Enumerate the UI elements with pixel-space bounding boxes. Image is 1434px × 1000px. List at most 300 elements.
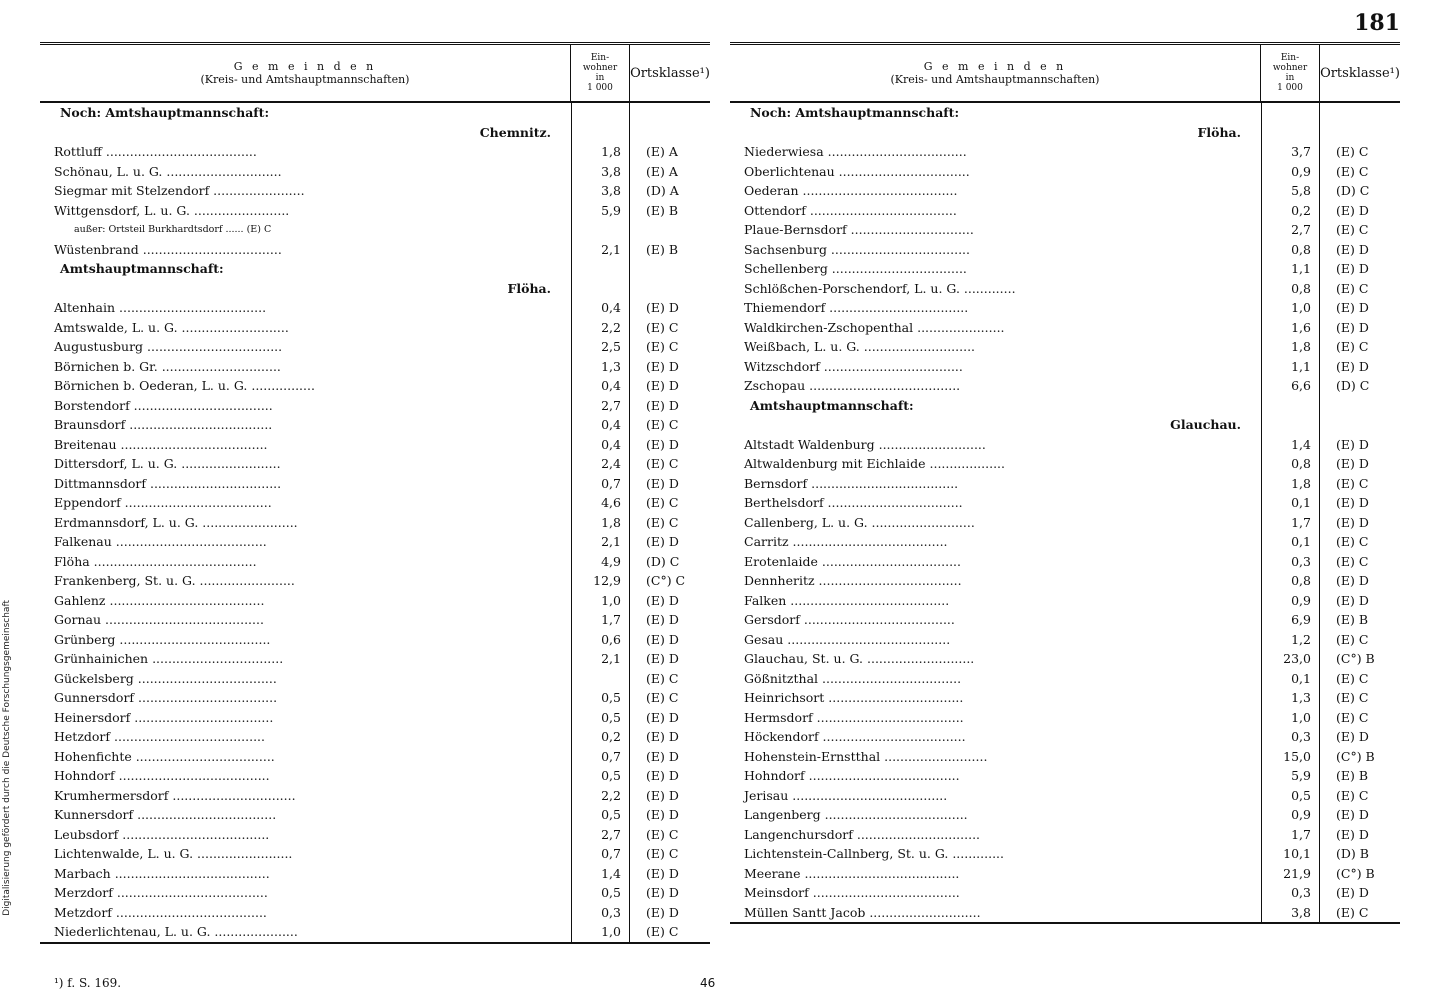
ortsklasse-value: (E) B xyxy=(646,241,679,257)
municipality-name: Kunnersdorf ................................... xyxy=(40,805,572,825)
municipality-name: Amtswalde, L. u. G. ........................... xyxy=(40,318,572,338)
ortsklasse-value: (E) D xyxy=(646,631,679,647)
municipality-name: Sachsenburg ................................... xyxy=(730,240,1262,260)
municipality-name: Breitenau ..................................... xyxy=(40,435,572,455)
ortsklasse-value: (E) D xyxy=(646,748,679,764)
header-ortsklasse: Ortsklasse¹) xyxy=(630,65,710,81)
table-bottom-rule xyxy=(730,922,1400,924)
population-value: 23,0 xyxy=(1262,649,1320,669)
ortsklasse-value: (E) D xyxy=(1336,729,1369,745)
municipality-name: Metzdorf ...................................... xyxy=(40,903,572,923)
table-row xyxy=(730,474,1400,494)
header-einwohner-4: 1 000 xyxy=(1277,83,1303,93)
table-row xyxy=(730,903,1400,923)
municipality-name: Börnichen b. Gr. .............................. xyxy=(40,357,572,377)
ortsklasse-value: (E) C xyxy=(646,826,679,842)
municipality-name: Meinsdorf ..................................... xyxy=(730,883,1262,903)
municipality-name: Börnichen b. Oederan, L. u. G. ................ xyxy=(40,376,572,396)
ortsklasse-value: (E) C xyxy=(646,846,679,862)
population-value: 0,8 xyxy=(1262,240,1320,260)
ortsklasse-value: (E) A xyxy=(646,144,678,160)
population-value: 0,7 xyxy=(572,474,630,494)
population-value: 0,5 xyxy=(572,883,630,903)
population-value: 0,8 xyxy=(1262,454,1320,474)
ortsklasse-value: (E) D xyxy=(646,436,679,452)
header-gemeinden xyxy=(40,45,571,101)
sheet-number: 46 xyxy=(700,976,716,990)
table-row xyxy=(40,825,710,845)
municipality-name: Wittgensdorf, L. u. G. ........................ xyxy=(40,201,572,221)
municipality-name: Callenberg, L. u. G. .......................... xyxy=(730,513,1262,533)
section-heading xyxy=(730,415,1400,435)
table-row xyxy=(40,844,710,864)
table-row xyxy=(730,337,1400,357)
population-value: 0,9 xyxy=(1262,162,1320,182)
page xyxy=(40,10,1400,990)
ortsklasse-value: (E) D xyxy=(646,768,679,784)
population-value: 0,4 xyxy=(572,415,630,435)
section-heading xyxy=(730,396,1400,416)
municipality-name: Gornau ........................................ xyxy=(40,610,572,630)
population-value: 0,8 xyxy=(1262,571,1320,591)
municipality-name: Hohenfichte ................................... xyxy=(40,747,572,767)
ortsklasse-value: (E) C xyxy=(1336,690,1369,706)
population-value: 1,8 xyxy=(1262,474,1320,494)
population-value: 0,4 xyxy=(572,435,630,455)
municipality-name: Hermsdorf ..................................... xyxy=(730,708,1262,728)
population-value: 0,5 xyxy=(572,688,630,708)
municipality-name: Frankenberg, St. u. G. ........................ xyxy=(40,571,572,591)
population-value: 1,0 xyxy=(572,591,630,611)
ortsklasse-value: (E) D xyxy=(646,378,679,394)
table-row xyxy=(40,805,710,825)
table-header xyxy=(730,45,1400,103)
municipality-name: Carritz ....................................... xyxy=(730,532,1262,552)
table-row xyxy=(730,610,1400,630)
header-einwohner-2: wohner xyxy=(1272,63,1308,73)
header-einwohner-3: in xyxy=(595,73,605,83)
municipality-name: Grünberg ...................................... xyxy=(40,630,572,650)
population-value: 0,6 xyxy=(572,630,630,650)
population-value: 1,3 xyxy=(1262,688,1320,708)
population-value: 0,1 xyxy=(1262,532,1320,552)
municipality-name: Siegmar mit Stelzendorf ....................... xyxy=(40,181,572,201)
ortsklasse-value: (E) D xyxy=(1336,319,1369,335)
municipality-name: Grünhainichen ................................. xyxy=(40,649,572,669)
municipality-name: Dennheritz .................................... xyxy=(730,571,1262,591)
ortsklasse-value: (D) C xyxy=(646,553,680,569)
municipality-name: Krumhermersdorf ............................... xyxy=(40,786,572,806)
municipality-name: Zschopau ...................................... xyxy=(730,376,1262,396)
municipality-name: Rottluff ...................................... xyxy=(40,142,572,162)
ortsklasse-value: (E) B xyxy=(1336,768,1369,784)
ortsklasse-value: (E) C xyxy=(646,670,679,686)
section-heading xyxy=(730,123,1400,143)
municipality-name: Langenberg .................................... xyxy=(730,805,1262,825)
municipality-name: Heinersdorf ................................... xyxy=(40,708,572,728)
table-row xyxy=(40,337,710,357)
municipality-name: Amtshauptmannschaft: xyxy=(730,396,1262,416)
population-value: 2,7 xyxy=(1262,220,1320,240)
section-heading xyxy=(730,103,1400,123)
municipality-name: Berthelsdorf .................................. xyxy=(730,493,1262,513)
table-row xyxy=(730,747,1400,767)
municipality-name: Müllen Santt Jacob ............................ xyxy=(730,903,1262,923)
table-half xyxy=(40,42,710,975)
page-number: 181 xyxy=(1354,10,1400,36)
table-row xyxy=(40,708,710,728)
ortsklasse-value: (E) C xyxy=(1336,144,1369,160)
ortsklasse-value: (E) D xyxy=(646,865,679,881)
table-row xyxy=(40,376,710,396)
ortsklasse-value: (E) D xyxy=(646,651,679,667)
municipality-name: Gückelsberg ................................... xyxy=(40,669,572,689)
municipality-name: Plaue-Bernsdorf ............................... xyxy=(730,220,1262,240)
ortsklasse-value: (E) D xyxy=(646,300,679,316)
population-value: 2,1 xyxy=(572,649,630,669)
table-row xyxy=(730,552,1400,572)
table-row xyxy=(730,844,1400,864)
table-row xyxy=(730,162,1400,182)
table-row xyxy=(730,318,1400,338)
table-row xyxy=(730,201,1400,221)
municipality-name: Braunsdorf .................................... xyxy=(40,415,572,435)
population-value xyxy=(572,669,630,689)
table-row xyxy=(40,318,710,338)
table-row xyxy=(40,864,710,884)
table-row xyxy=(730,357,1400,377)
ortsklasse-value: (E) C xyxy=(1336,553,1369,569)
population-value: 1,7 xyxy=(1262,825,1320,845)
population-value: 2,4 xyxy=(572,454,630,474)
municipality-name: Höckendorf .................................... xyxy=(730,727,1262,747)
ortsklasse-value: (C°) C xyxy=(646,573,686,589)
population-value: 4,6 xyxy=(572,493,630,513)
footnote: ¹) f. S. 169. xyxy=(54,976,122,990)
municipality-name: Eppendorf ..................................... xyxy=(40,493,572,513)
population-value: 1,0 xyxy=(572,922,630,942)
table-row xyxy=(730,649,1400,669)
population-value: 0,3 xyxy=(1262,727,1320,747)
header-ortsklasse: Ortsklasse¹) xyxy=(1320,65,1400,81)
municipality-name: Falken ........................................ xyxy=(730,591,1262,611)
ortsklasse-value: (E) C xyxy=(1336,904,1369,920)
municipality-name: Altstadt Waldenburg ........................... xyxy=(730,435,1262,455)
population-value: 0,2 xyxy=(572,727,630,747)
table-row xyxy=(40,162,710,182)
header-einwohner-1: Ein- xyxy=(590,53,610,63)
sub-note xyxy=(40,220,710,240)
ortsklasse-value: (E) D xyxy=(1336,826,1369,842)
table-row xyxy=(730,630,1400,650)
table-row xyxy=(730,181,1400,201)
population-value: 21,9 xyxy=(1262,864,1320,884)
table-row xyxy=(730,220,1400,240)
population-value: 0,3 xyxy=(572,903,630,923)
population-value xyxy=(572,279,630,299)
population-value: 5,8 xyxy=(1262,181,1320,201)
table-row xyxy=(40,201,710,221)
municipality-name: Altenhain ..................................... xyxy=(40,298,572,318)
table-row xyxy=(40,571,710,591)
table-row xyxy=(730,883,1400,903)
table-row xyxy=(730,766,1400,786)
ortsklasse-value: (E) D xyxy=(646,885,679,901)
ortsklasse-value: (E) C xyxy=(1336,280,1369,296)
municipality-name: Merzdorf ...................................... xyxy=(40,883,572,903)
ortsklasse-value: (E) D xyxy=(1336,436,1369,452)
population-value: 0,9 xyxy=(1262,591,1320,611)
municipality-name: außer: Ortsteil Burkhardtsdorf ...... (E) C xyxy=(40,220,572,240)
ortsklasse-value: (E) C xyxy=(1336,222,1369,238)
population-value xyxy=(1262,396,1320,416)
population-value: 3,7 xyxy=(1262,142,1320,162)
ortsklasse-value: (E) C xyxy=(1336,534,1369,550)
population-value: 5,9 xyxy=(572,201,630,221)
table-row xyxy=(40,181,710,201)
population-value: 0,4 xyxy=(572,376,630,396)
population-value: 3,8 xyxy=(572,181,630,201)
population-value: 0,9 xyxy=(1262,805,1320,825)
ortsklasse-value: (C°) B xyxy=(1336,748,1375,764)
municipality-name: Hohndorf ...................................... xyxy=(40,766,572,786)
table-row xyxy=(40,669,710,689)
table-row xyxy=(40,513,710,533)
municipality-name: Erotenlaide ................................... xyxy=(730,552,1262,572)
municipality-name: Erdmannsdorf, L. u. G. ........................ xyxy=(40,513,572,533)
table-row xyxy=(40,649,710,669)
municipality-name: Leubsdorf ..................................... xyxy=(40,825,572,845)
table-row xyxy=(40,474,710,494)
population-value xyxy=(572,123,630,143)
table-row xyxy=(730,805,1400,825)
population-value: 0,7 xyxy=(572,747,630,767)
header-einwohner xyxy=(1261,45,1320,101)
ortsklasse-value: (E) C xyxy=(1336,670,1369,686)
header-einwohner-1: Ein- xyxy=(1280,53,1300,63)
table-row xyxy=(730,298,1400,318)
population-value: 0,4 xyxy=(572,298,630,318)
section-heading xyxy=(40,103,710,123)
municipality-name: Flöha ......................................... xyxy=(40,552,572,572)
table-row xyxy=(730,825,1400,845)
table-row xyxy=(730,142,1400,162)
ortsklasse-value: (E) C xyxy=(1336,475,1369,491)
population-value: 6,9 xyxy=(1262,610,1320,630)
municipality-name: Amtshauptmannschaft: xyxy=(40,259,572,279)
table-row xyxy=(730,864,1400,884)
ortsklasse-value: (E) C xyxy=(646,514,679,530)
table-row xyxy=(40,396,710,416)
municipality-name: Gahlenz ....................................... xyxy=(40,591,572,611)
population-value: 1,2 xyxy=(1262,630,1320,650)
population-value: 1,1 xyxy=(1262,357,1320,377)
table-header xyxy=(40,45,710,103)
table-row xyxy=(40,630,710,650)
municipality-name: Meerane ....................................... xyxy=(730,864,1262,884)
ortsklasse-value: (E) D xyxy=(646,787,679,803)
ortsklasse-value: (E) D xyxy=(646,534,679,550)
table-row xyxy=(40,688,710,708)
population-value: 1,7 xyxy=(572,610,630,630)
population-value: 5,9 xyxy=(1262,766,1320,786)
municipality-name: Gößnitzthal ................................... xyxy=(730,669,1262,689)
ortsklasse-value: (D) B xyxy=(1336,846,1369,862)
population-value: 0,5 xyxy=(1262,786,1320,806)
population-value: 0,2 xyxy=(1262,201,1320,221)
population-value: 2,2 xyxy=(572,786,630,806)
municipality-name: Hohenstein-Ernstthal .......................... xyxy=(730,747,1262,767)
table-row xyxy=(40,591,710,611)
ortsklasse-value: (D) A xyxy=(646,183,679,199)
table-row xyxy=(730,571,1400,591)
population-value: 0,7 xyxy=(572,844,630,864)
population-value: 1,0 xyxy=(1262,708,1320,728)
municipality-name: Langenchursdorf ............................... xyxy=(730,825,1262,845)
table-row xyxy=(730,532,1400,552)
ortsklasse-value: (E) D xyxy=(1336,241,1369,257)
ortsklasse-value: (E) D xyxy=(1336,592,1369,608)
table-row xyxy=(40,240,710,260)
municipality-name: Oberlichtenau ................................. xyxy=(730,162,1262,182)
population-value: 1,7 xyxy=(1262,513,1320,533)
ortsklasse-value: (E) C xyxy=(1336,787,1369,803)
population-value: 0,3 xyxy=(1262,883,1320,903)
population-value xyxy=(1262,123,1320,143)
table-row xyxy=(730,513,1400,533)
population-value: 15,0 xyxy=(1262,747,1320,767)
population-value: 2,1 xyxy=(572,532,630,552)
municipality-name: Schellenberg .................................. xyxy=(730,259,1262,279)
municipality-name: Bernsdorf ..................................... xyxy=(730,474,1262,494)
municipality-name: Altwaldenburg mit Eichlaide ................... xyxy=(730,454,1262,474)
table-row xyxy=(730,688,1400,708)
municipality-name: Ottendorf ..................................... xyxy=(730,201,1262,221)
municipality-name: Waldkirchen-Zschopenthal ...................... xyxy=(730,318,1262,338)
ortsklasse-value: (E) D xyxy=(1336,885,1369,901)
ortsklasse-value: (E) D xyxy=(646,397,679,413)
table-row xyxy=(40,766,710,786)
table-row xyxy=(40,415,710,435)
population-value: 2,1 xyxy=(572,240,630,260)
header-einwohner-4: 1 000 xyxy=(587,83,613,93)
table-row xyxy=(40,357,710,377)
population-value: 0,1 xyxy=(1262,669,1320,689)
municipality-name: Dittersdorf, L. u. G. ......................... xyxy=(40,454,572,474)
municipality-name: Thiemendorf ................................... xyxy=(730,298,1262,318)
table-row xyxy=(730,669,1400,689)
ortsklasse-value: (D) C xyxy=(1336,183,1370,199)
table-row xyxy=(730,727,1400,747)
population-value: 2,5 xyxy=(572,337,630,357)
municipality-name: Borstendorf ................................... xyxy=(40,396,572,416)
table-body xyxy=(40,103,710,942)
population-value: 1,8 xyxy=(572,513,630,533)
population-value xyxy=(572,259,630,279)
table-row xyxy=(40,786,710,806)
table-bottom-rule xyxy=(40,942,710,944)
ortsklasse-value: (E) B xyxy=(1336,612,1369,628)
population-value: 1,6 xyxy=(1262,318,1320,338)
ortsklasse-value: (D) C xyxy=(1336,378,1370,394)
population-value: 1,8 xyxy=(572,142,630,162)
table-body xyxy=(730,103,1400,922)
section-heading xyxy=(40,123,710,143)
ortsklasse-value: (E) D xyxy=(1336,358,1369,374)
population-value: 2,2 xyxy=(572,318,630,338)
header-einwohner-3: in xyxy=(1285,73,1295,83)
municipality-name: Gunnersdorf ................................... xyxy=(40,688,572,708)
table-row xyxy=(40,298,710,318)
side-note: Digitalisierung gefördert durch die Deutsche Forschungsgemeinschaft xyxy=(2,600,12,916)
population-value xyxy=(572,103,630,123)
municipality-name: Dittmannsdorf ................................. xyxy=(40,474,572,494)
ortsklasse-value: (E) C xyxy=(646,495,679,511)
municipality-name: Hohndorf ...................................... xyxy=(730,766,1262,786)
municipality-name: Chemnitz. xyxy=(40,123,572,143)
ortsklasse-value: (E) D xyxy=(646,807,679,823)
population-value xyxy=(1262,415,1320,435)
municipality-name: Lichtenstein-Callnberg, St. u. G. ............. xyxy=(730,844,1262,864)
table-row xyxy=(730,454,1400,474)
table-row xyxy=(730,259,1400,279)
ortsklasse-value: (E) D xyxy=(1336,202,1369,218)
municipality-name: Schönau, L. u. G. ............................. xyxy=(40,162,572,182)
header-gemeinden-sub: (Kreis- und Amtshauptmannschaften) xyxy=(200,73,410,86)
header-einwohner-2: wohner xyxy=(582,63,618,73)
population-value: 3,8 xyxy=(1262,903,1320,923)
population-value: 1,0 xyxy=(1262,298,1320,318)
population-value: 12,9 xyxy=(572,571,630,591)
ortsklasse-value: (E) C xyxy=(1336,163,1369,179)
municipality-name: Falkenau ...................................... xyxy=(40,532,572,552)
ortsklasse-value: (E) D xyxy=(646,612,679,628)
municipality-name: Noch: Amtshauptmannschaft: xyxy=(40,103,572,123)
municipality-name: Jerisau ....................................... xyxy=(730,786,1262,806)
municipality-name: Hetzdorf ...................................... xyxy=(40,727,572,747)
municipality-name: Wüstenbrand ................................... xyxy=(40,240,572,260)
ortsklasse-value: (E) C xyxy=(646,339,679,355)
population-value: 2,7 xyxy=(572,396,630,416)
population-value xyxy=(572,220,630,240)
table-row xyxy=(730,591,1400,611)
population-value xyxy=(1262,103,1320,123)
population-value: 10,1 xyxy=(1262,844,1320,864)
population-value: 1,4 xyxy=(572,864,630,884)
ortsklasse-value: (E) D xyxy=(646,729,679,745)
ortsklasse-value: (E) C xyxy=(1336,709,1369,725)
population-value: 0,8 xyxy=(1262,279,1320,299)
ortsklasse-value: (E) D xyxy=(1336,807,1369,823)
table-row xyxy=(730,376,1400,396)
municipality-name: Glauchau. xyxy=(730,415,1262,435)
municipality-name: Marbach ....................................... xyxy=(40,864,572,884)
municipality-name: Gesau ......................................... xyxy=(730,630,1262,650)
municipality-name: Flöha. xyxy=(40,279,572,299)
header-einwohner xyxy=(571,45,630,101)
municipality-name: Augustusburg .................................. xyxy=(40,337,572,357)
table-row xyxy=(730,493,1400,513)
population-value: 0,5 xyxy=(572,805,630,825)
section-heading xyxy=(40,279,710,299)
ortsklasse-value: (E) D xyxy=(646,475,679,491)
ortsklasse-value: (E) C xyxy=(1336,339,1369,355)
population-value: 1,3 xyxy=(572,357,630,377)
table-half xyxy=(730,42,1400,975)
municipality-name: Oederan ....................................... xyxy=(730,181,1262,201)
table-row xyxy=(40,552,710,572)
municipality-name: Niederlichtenau, L. u. G. ..................... xyxy=(40,922,572,942)
